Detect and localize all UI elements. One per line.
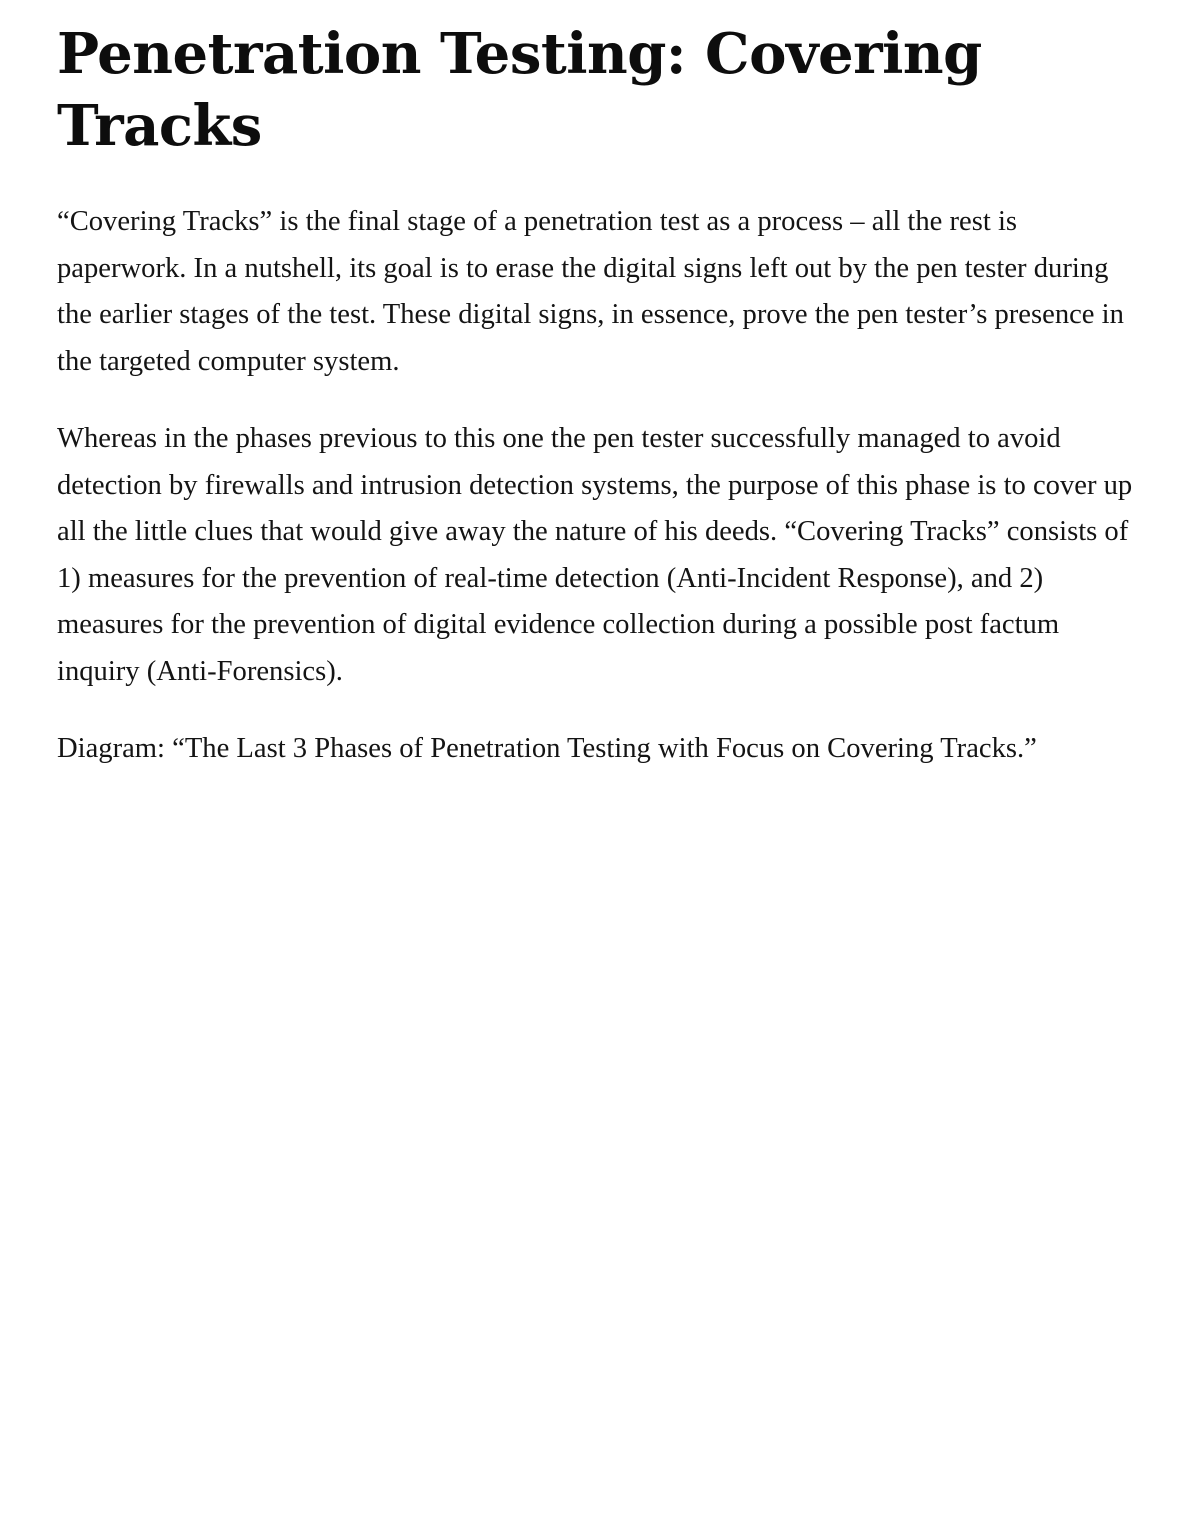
diagram-caption: Diagram: “The Last 3 Phases of Penetration Testing with Focus on Covering Tracks.”	[57, 733, 1037, 764]
intro-paragraph: “Covering Tracks” is the final stage of a penetration test as a process – all the rest is paperwork. In a nutshell, its goal is to erase the digital signs left out by the pen tester during the earlier stages of the test. These digital signs, in essence, prove the pen tester’s presence in the targeted computer system.	[57, 206, 1124, 377]
body-paragraph: Whereas in the phases previous to this one the pen tester successfully managed to avoid detection by firewalls and intrusion detection systems, the purpose of this phase is to cover up all the little clues that would give away the nature of his deeds. “Covering Tracks” consists of 1) measures for the prevention of real-time detection (Anti-Incident Response), and 2) measures for the prevention of digital evidence collection during a possible post factum inquiry (Anti-Forensics).	[57, 423, 1133, 687]
article	[57, 18, 1142, 773]
page-title: Penetration Testing: Covering Tracks	[57, 21, 982, 159]
